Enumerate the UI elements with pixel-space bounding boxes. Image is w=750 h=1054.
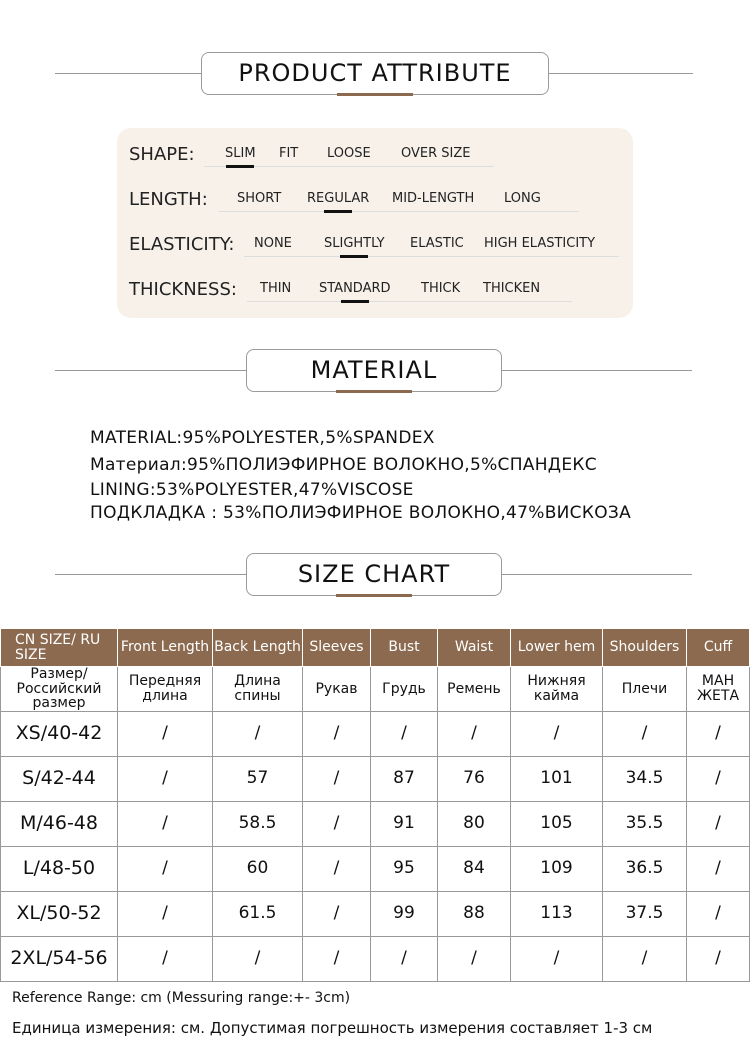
attribute-option-selected: REGULAR [307,191,370,206]
table-cell: / [371,712,438,757]
table-cell: Sleeves [303,629,371,667]
table-cell: / [303,757,371,802]
table-cell: 105 [511,802,603,847]
table-cell: 91 [371,802,438,847]
material-line: Материал:95%ПОЛИЭФИРНОЕ ВОЛОКНО,5%СПАНДЕКС [90,455,597,475]
attribute-underline [219,211,579,212]
table-cell: / [213,937,303,982]
table-cell: 95 [371,847,438,892]
table-cell: / [438,712,511,757]
attribute-option: NONE [254,236,292,251]
attribute-option: FIT [279,146,299,161]
table-row [1,802,750,847]
table-cell: / [687,712,750,757]
table-cell: CN SIZE/ RU SIZE [1,629,118,667]
attribute-option: MID-LENGTH [392,191,475,206]
table-cell: / [303,802,371,847]
section-title-text: MATERIAL [310,356,438,384]
table-cell: / [511,937,603,982]
table-cell: / [118,802,213,847]
table-cell: Рукав [303,667,371,712]
table-cell: / [371,937,438,982]
section-title-text: PRODUCT ATTRIBUTE [238,59,512,87]
table-cell: XL/50-52 [1,892,118,937]
attribute-label: ELASTICITY: [129,234,235,255]
table-cell: Lower hem [511,629,603,667]
divider [55,370,247,371]
table-cell: Передняя длина [118,667,213,712]
attribute-label: LENGTH: [129,189,208,210]
divider [502,574,692,575]
table-cell: / [687,847,750,892]
table-cell: / [511,712,603,757]
table-cell: / [213,712,303,757]
title-accent [336,594,412,597]
table-cell: Грудь [371,667,438,712]
material-line: MATERIAL:95%POLYESTER,5%SPANDEX [90,428,435,448]
table-cell: S/42-44 [1,757,118,802]
table-cell: / [118,847,213,892]
table-cell: 58.5 [213,802,303,847]
table-cell: / [603,712,687,757]
table-cell: 84 [438,847,511,892]
table-cell: / [438,937,511,982]
table-row [1,757,750,802]
table-cell: Back Length [213,629,303,667]
size-chart-table [0,628,750,982]
attribute-option: LONG [504,191,541,206]
table-cell: L/48-50 [1,847,118,892]
title-accent [336,390,412,393]
attribute-option: LOOSE [327,146,371,161]
table-cell: / [687,802,750,847]
section-title-size [246,553,502,596]
table-cell: / [303,847,371,892]
attribute-option: THICK [421,281,461,296]
attribute-option: ELASTIC [410,236,464,251]
table-cell: / [303,892,371,937]
attribute-label: THICKNESS: [129,279,237,300]
section-title-attribute [201,52,549,95]
lining-line: LINING:53%POLYESTER,47%VISCOSE [90,480,414,500]
table-cell: Плечи [603,667,687,712]
table-cell: 36.5 [603,847,687,892]
table-cell: 80 [438,802,511,847]
divider [502,370,692,371]
table-cell: Длина спины [213,667,303,712]
attribute-underline [244,256,619,257]
table-cell: 101 [511,757,603,802]
table-cell: / [303,712,371,757]
table-row [1,892,750,937]
table-cell: / [687,937,750,982]
table-cell: Cuff [687,629,750,667]
table-cell: Waist [438,629,511,667]
attribute-option: SHORT [237,191,282,206]
table-header-row [1,629,750,667]
title-accent [337,93,413,96]
table-row [1,712,750,757]
table-cell: 2XL/54-56 [1,937,118,982]
table-row [1,937,750,982]
attribute-option-selected: SLIM [225,146,256,161]
table-cell: / [118,712,213,757]
divider [55,73,203,74]
table-cell: Нижняя кайма [511,667,603,712]
table-cell: M/46-48 [1,802,118,847]
table-cell: 76 [438,757,511,802]
table-cell: / [687,892,750,937]
table-cell: / [603,937,687,982]
table-cell: / [118,892,213,937]
lining-line: ПОДКЛАДКА : 53%ПОЛИЭФИРНОЕ ВОЛОКНО,47%ВИСКОЗА [90,503,632,523]
reference-note-ru: Единица измерения: см. Допустимая погрешность измерения составляет 1-3 см [12,1019,653,1037]
table-header-row-ru [1,667,750,712]
table-cell: 88 [438,892,511,937]
attribute-panel [117,128,633,318]
table-cell: 87 [371,757,438,802]
table-cell: 57 [213,757,303,802]
attribute-option: THICKEN [483,281,541,296]
table-cell: Shoulders [603,629,687,667]
table-cell: 34.5 [603,757,687,802]
attribute-label: SHAPE: [129,144,195,165]
attribute-option-selected: STANDARD [319,281,391,296]
attribute-option: HIGH ELASTICITY [484,236,596,251]
attribute-option: THIN [260,281,292,296]
attribute-option-selected: SLIGHTLY [324,236,385,251]
attribute-option: OVER SIZE [401,146,471,161]
table-cell: 99 [371,892,438,937]
table-cell: Front Length [118,629,213,667]
table-cell: МАН ЖЕТА [687,667,750,712]
table-cell: / [118,757,213,802]
section-title-material [246,349,502,392]
table-row [1,847,750,892]
table-cell: 35.5 [603,802,687,847]
table-cell: Размер/ Российский размер [1,667,118,712]
divider [55,574,247,575]
section-title-text: SIZE CHART [297,560,451,588]
table-cell: 37.5 [603,892,687,937]
table-cell: Ремень [438,667,511,712]
table-cell: 61.5 [213,892,303,937]
table-cell: 113 [511,892,603,937]
table-cell: / [303,937,371,982]
table-cell: / [687,757,750,802]
reference-note: Reference Range: cm (Messuring range:+- 3cm) [12,990,351,1006]
attribute-underline [247,301,572,302]
divider [548,73,693,74]
table-cell: Bust [371,629,438,667]
table-cell: / [118,937,213,982]
table-cell: 60 [213,847,303,892]
table-cell: XS/40-42 [1,712,118,757]
table-cell: 109 [511,847,603,892]
